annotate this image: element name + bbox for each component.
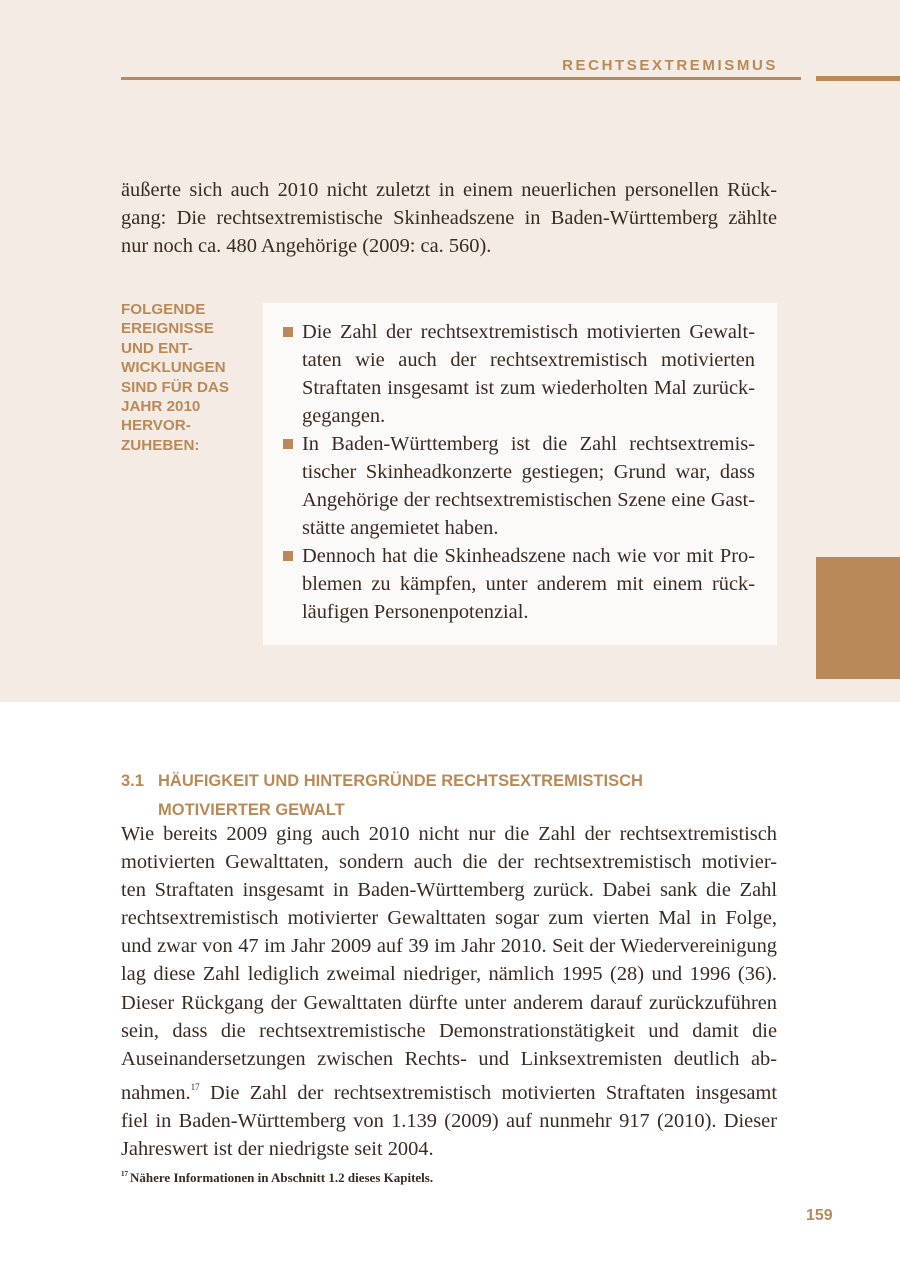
section-title-line: MOTIVIERTER GEWALT <box>158 801 345 819</box>
body-line: Auseinandersetzungen zwischen Rechts- und Linksextremisten deutlich ab- <box>121 1047 777 1070</box>
intro-line: gang: Die rechtsextremistische Skinheadszene in Baden-Württemberg zählte <box>121 207 777 230</box>
highlight-line: In Baden-Württemberg ist die Zahl rechtsextremis- <box>302 433 755 455</box>
section-heading <box>121 767 781 825</box>
section-title <box>158 767 781 825</box>
sidebar-heading-line: HERVOR- <box>121 417 191 435</box>
highlight-line: stätte angemietet haben. <box>302 517 499 539</box>
body-line: Wie bereits 2009 ging auch 2010 nicht nur die Zahl der rechtsextremistisch <box>121 823 777 845</box>
body-text-fragment: nahmen. <box>121 1081 191 1104</box>
page-number: 159 <box>806 1207 833 1224</box>
sidebar-heading-line: UND ENT- <box>121 339 193 357</box>
intro-line: äußerte sich auch 2010 nicht zuletzt in einem neuerlichen personellen Rück- <box>121 179 777 201</box>
section-number: 3.1 <box>121 772 144 790</box>
body-line: Dieser Rückgang der Gewalttaten dürfte unter anderem darauf zurückzuführen <box>121 991 777 1014</box>
body-line: fiel in Baden-Württemberg von 1.139 (2009) auf nunmehr 917 (2010). Dieser <box>121 1109 777 1132</box>
intro-paragraph <box>121 176 777 260</box>
body-line: motivierten Gewalttaten, sondern auch die der rechtsextremistisch motivier- <box>121 851 777 874</box>
sidebar-heading-line: FOLGENDE <box>121 301 206 318</box>
chapter-thumb-tab <box>816 557 900 679</box>
body-line: Jahreswert ist der niedrigste seit 2004. <box>121 1138 434 1161</box>
body-text-fragment: Die Zahl der rechtsextremistisch motivierten Straftaten insgesamt <box>199 1081 777 1104</box>
footnote-number: 17 <box>121 1170 128 1178</box>
highlight-line: Die Zahl der rechtsextremistisch motivierten Gewalt- <box>302 321 755 343</box>
footnote <box>121 1170 433 1186</box>
body-line: rechtsextremistisch motivierter Gewalttaten sogar zum vierten Mal in Folge, <box>121 907 777 930</box>
body-line: ten Straftaten insgesamt in Baden-Württemberg zurück. Dabei sank die Zahl <box>121 879 777 902</box>
main-paragraph <box>121 820 777 1163</box>
highlight-line: Straftaten insgesamt ist zum wiederholten Mal zurück- <box>302 377 755 399</box>
square-bullet-icon <box>283 551 293 561</box>
intro-line: nur noch ca. 480 Angehörige (2009: ca. 560). <box>121 235 492 258</box>
highlight-item <box>283 318 755 430</box>
highlight-line: Dennoch hat die Skinheadszene nach wie vor mit Pro- <box>302 545 755 567</box>
body-line-with-footnote <box>121 1073 777 1107</box>
body-line: lag diese Zahl lediglich zweimal niedriger, nämlich 1995 (28) und 1996 (36). <box>121 963 777 986</box>
highlight-line: gegangen. <box>302 405 386 427</box>
sidebar-heading <box>121 300 256 455</box>
sidebar-heading-line: EREIGNISSE <box>121 320 214 338</box>
sidebar-heading-line: SIND FÜR DAS <box>121 378 230 396</box>
sidebar-heading-line: ZUHEBEN: <box>121 436 200 454</box>
highlight-line: blemen zu kämpfen, unter anderem mit einem rück- <box>302 573 755 595</box>
sidebar-heading-line: WICKLUNGEN <box>121 359 226 377</box>
highlight-line: läufigen Personenpotenzial. <box>302 601 529 623</box>
highlight-item <box>283 430 755 542</box>
highlights-box <box>263 303 777 645</box>
body-line: und zwar von 47 im Jahr 2009 auf 39 im Jahr 2010. Seit der Wiedervereinigung <box>121 935 777 958</box>
running-head: RECHTSEXTREMISMUS <box>562 57 778 74</box>
highlight-item <box>283 542 755 626</box>
header-rule-margin <box>816 76 900 81</box>
highlight-line: tischer Skinheadkonzerte gestiegen; Grund war, dass <box>302 461 755 483</box>
footnote-text: Nähere Informationen in Abschnitt 1.2 dieses Kapitels. <box>130 1170 434 1185</box>
header-rule <box>121 77 801 80</box>
body-line: sein, dass die rechtsextremistische Demonstrationstätigkeit und damit die <box>121 1019 777 1042</box>
sidebar-heading-line: JAHR 2010 <box>121 398 201 416</box>
square-bullet-icon <box>283 327 293 337</box>
highlight-line: taten wie auch der rechtsextremistisch motivierten <box>302 349 755 371</box>
footnote-reference[interactable]: 17 <box>190 1081 200 1092</box>
section-title-line: HÄUFIGKEIT UND HINTERGRÜNDE RECHTSEXTREMISTISCH <box>158 772 643 790</box>
square-bullet-icon <box>283 439 293 449</box>
highlight-line: Angehörige der rechtsextremistischen Szene eine Gast- <box>302 489 755 511</box>
